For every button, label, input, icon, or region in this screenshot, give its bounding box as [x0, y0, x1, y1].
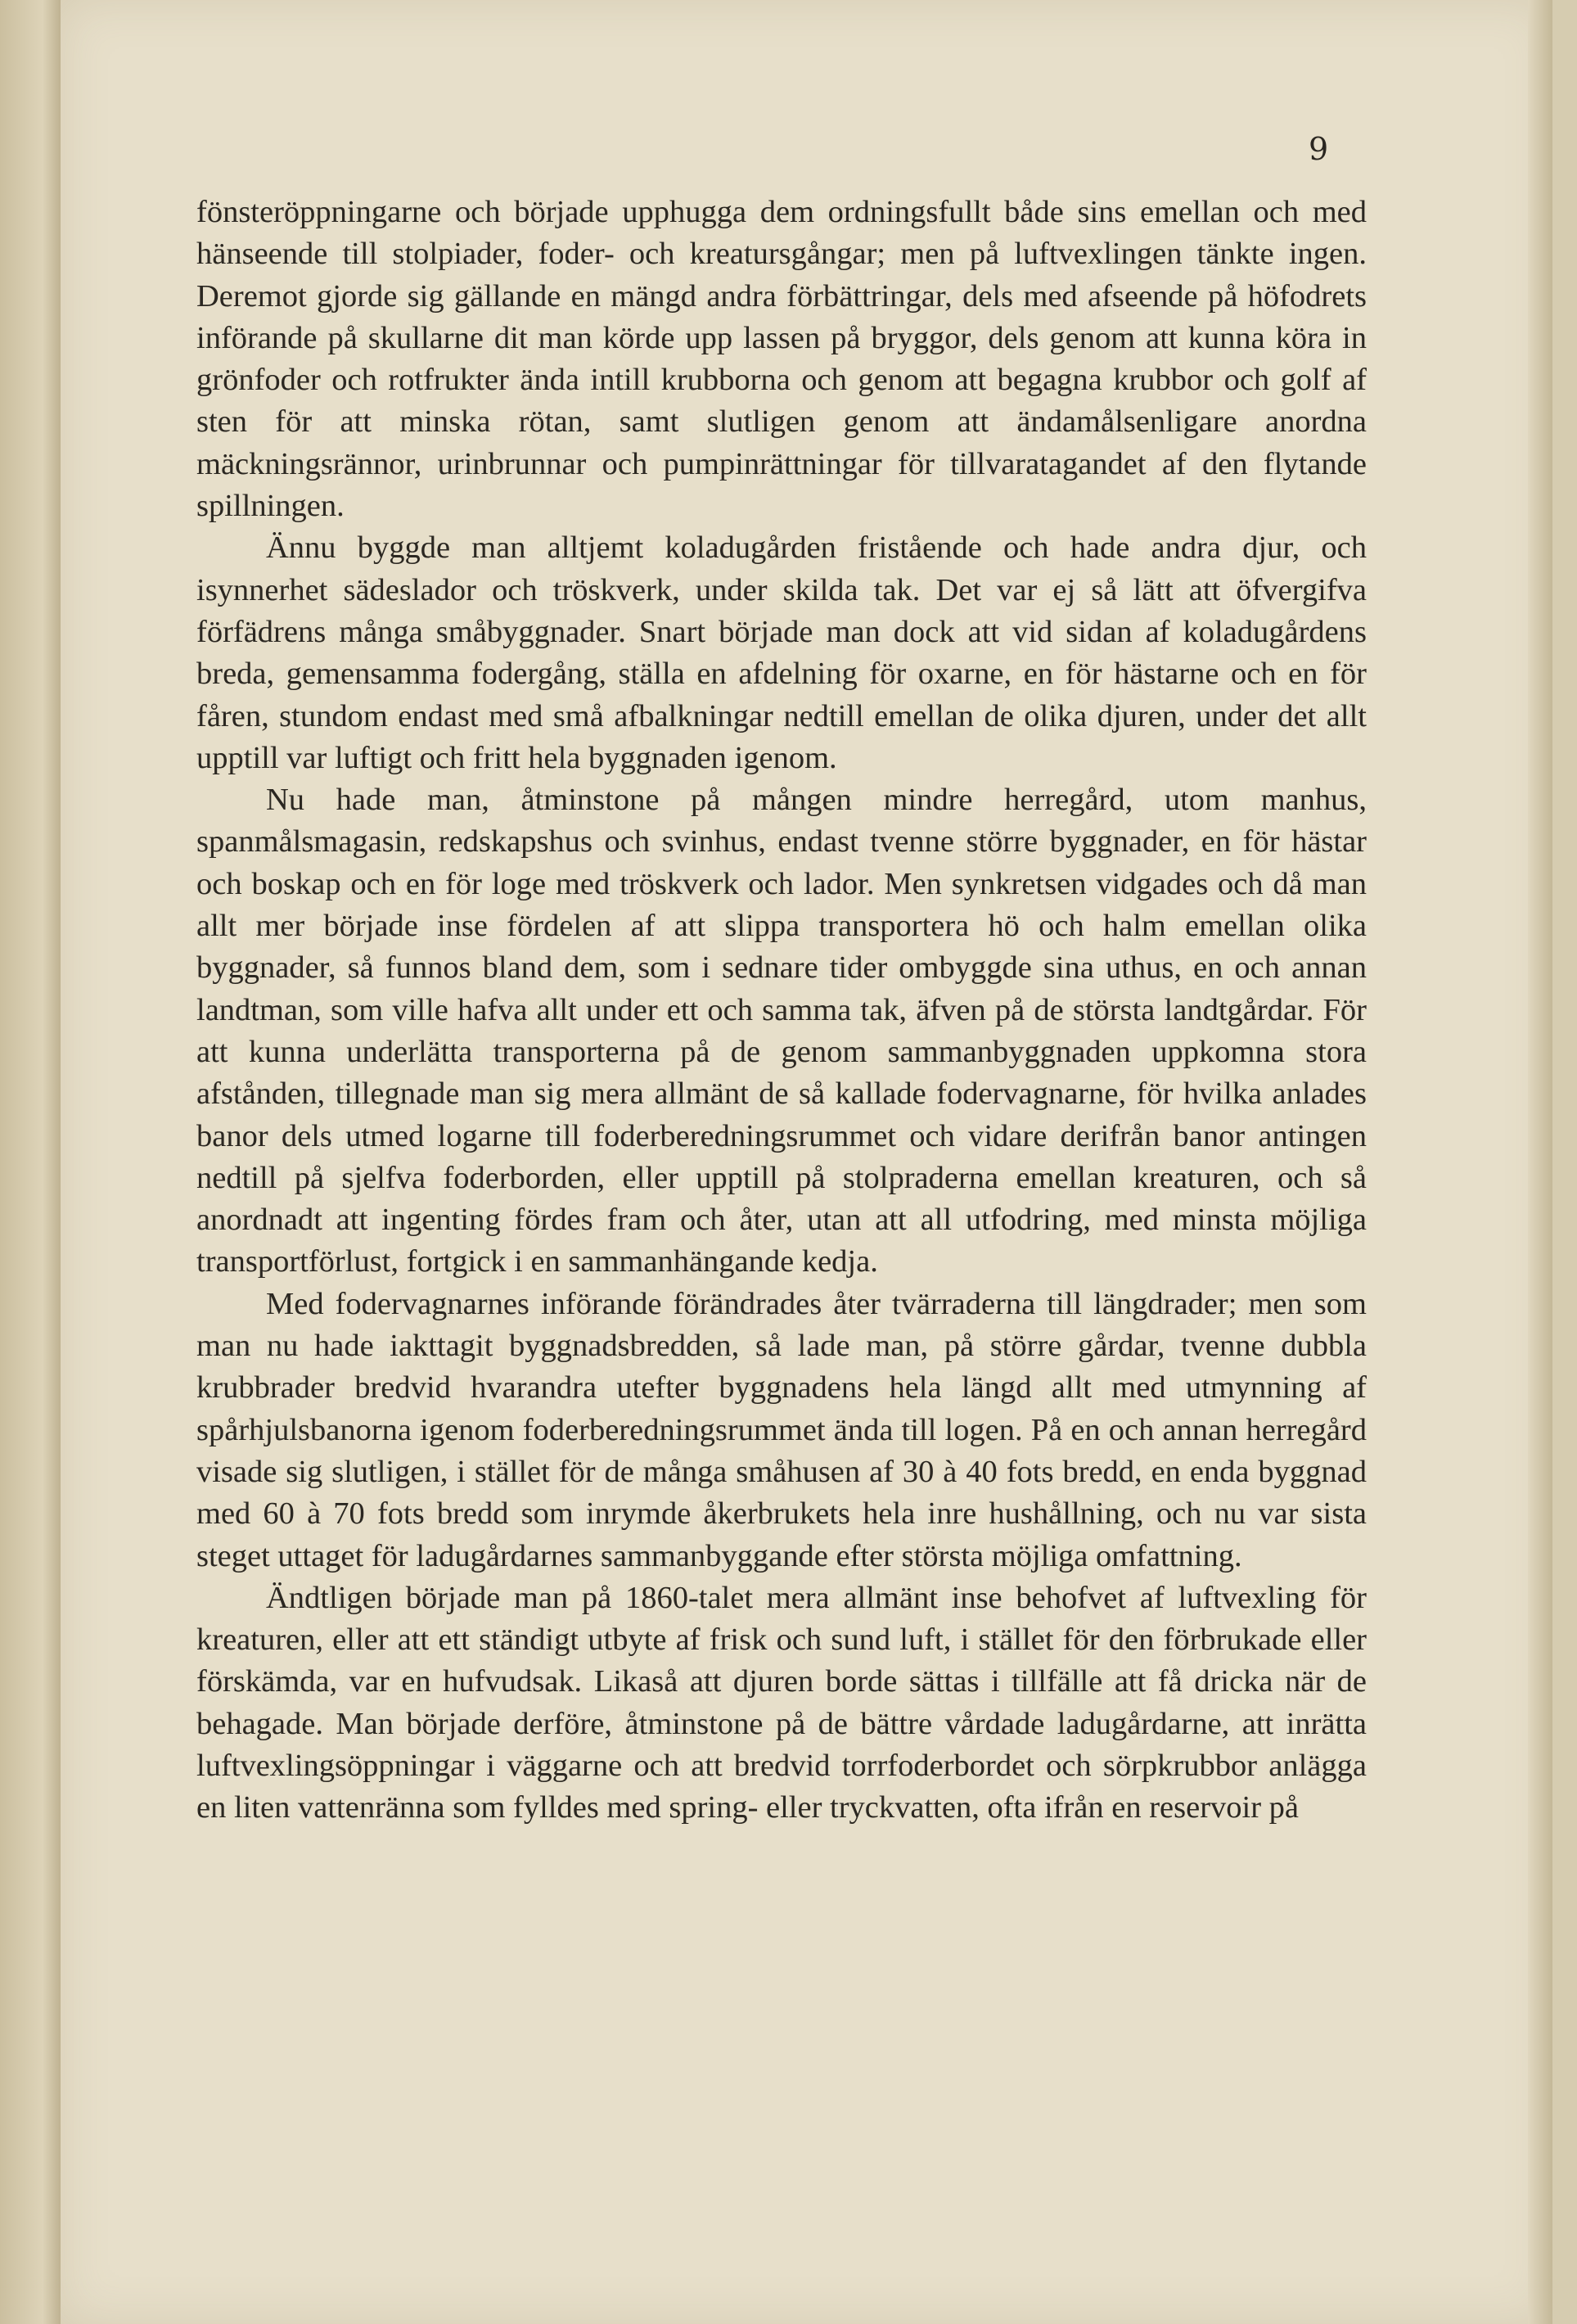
- paragraph-1: fönsteröppningarne och började upphugga dem ordningsfullt både sins emellan och med hänseende till stolpiader, foder- och kreatursgångar; men på luftvexlingen tänkte ingen. Deremot gjorde sig gällande en mängd andra förbättringar, dels med afseende på höfodrets införande på skullarne dit man körde upp lassen på bryggor, dels genom att kunna köra in grönfoder och rotfrukter ända intill krubborna och genom att begagna krubbor och golf af sten för att minska rötan, samt slutligen genom att ändamålsenligare anordna mäckningsrännor, urinbrunnar och pumpinrättningar för tillvaratagandet af den flytande spillningen.: [196, 195, 1367, 524]
- page-edge: [1528, 0, 1552, 2324]
- body-text: [196, 192, 1367, 1830]
- book-gutter: [0, 0, 61, 2324]
- paragraph-4: Med fodervagnarnes införande förändrades åter tvärraderna till längdrader; men som man nu hade iakttagit byggnadsbredden, så lade man, på större gårdar, tvenne dubbla krubbrader bredvid hvarandra utefter byggnadens hela längd allt med utmynning af spårhjulsbanorna igenom foderberedningsrummet ända till logen. På en och annan herregård visade sig slutligen, i stället för de många småhusen af 30 à 40 fots bredd, en enda byggnad med 60 à 70 fots bredd som inrymde åkerbrukets hela inre hushållning, och nu var sista steget uttaget för ladugårdarnes sammanbyggande efter största möjliga omfattning.: [196, 1286, 1367, 1573]
- paragraph-3: Nu hade man, åtminstone på mången mindre herregård, utom manhus, spanmålsmagasin, redskapshus och svinhus, endast tvenne större byggnader, en för hästar och boskap och en för loge med tröskverk och lador. Men synkretsen vidgades och då man allt mer började inse fördelen af att slippa transportera hö och halm emellan olika byggnader, så funnos bland dem, som i sednare tider ombyggde sina uthus, en och annan landtman, som ville hafva allt under ett och samma tak, äfven på de största landtgårdar. För att kunna underlätta transporterna på de genom sammanbyggnaden uppkomna stora afstånden, tillegnade man sig mera allmänt de så kallade fodervagnarne, för hvilka anlades banor dels utmed logarne till foderberedningsrummet och vidare derifrån banor antingen nedtill på sjelfva foderborden, eller upptill på stolpraderna emellan kreaturen, och så anordnadt att ingenting fördes fram och åter, utan att all utfodring, med minsta möjliga transportförlust, fortgick i en sammanhängande kedja.: [196, 783, 1367, 1279]
- paragraph-2: Ännu byggde man alltjemt koladugården fristående och hade andra djur, och isynnerhet sädeslador och tröskverk, under skilda tak. Det var ej så lätt att öfvergifva förfädrens många småbyggnader. Snart började man dock att vid sidan af koladugårdens breda, gemensamma fodergång, ställa en afdelning för oxarne, en för hästarne och en för fåren, stundom endast med små afbalkningar nedtill emellan de olika djuren, under det allt upptill var luftigt och fritt hela byggnaden igenom.: [196, 530, 1367, 775]
- paragraph-5: Ändtligen började man på 1860-talet mera allmänt inse behofvet af luftvexling för kreaturen, eller att ett ständigt utbyte af frisk och sund luft, i stället för den förbrukade eller förskämda, var en hufvudsak. Likaså att djuren borde sättas i tillfälle att få dricka när de behagade. Man började derföre, åtminstone på de bättre vårdade ladugårdarne, att inrätta luftvexlingsöppningar i väggarne och att bredvid torrfoderbordet och sörpkrubbor anlägga en liten vattenränna som fylldes med spring- eller tryckvatten, ofta ifrån en reservoir på: [196, 1580, 1367, 1825]
- page-number: 9: [1309, 131, 1329, 167]
